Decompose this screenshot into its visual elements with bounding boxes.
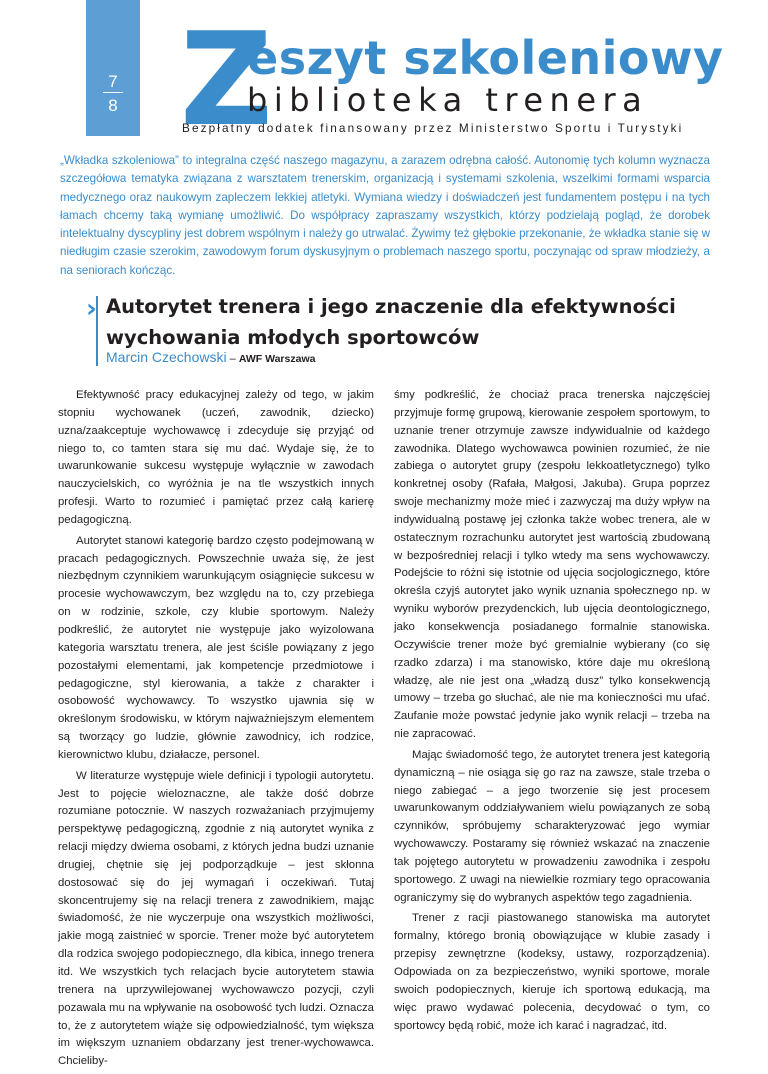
page-number-divider	[103, 92, 123, 93]
article-paragraph: W literaturze występuje wiele definicji i typologii autorytetu. Jest to pojęcie wieloznaczne, ale także dość dobrze rozumiane potocznie. W naszych rozważaniach przyjmujemy perspektywę pedagogiczną, zgodnie z nią autorytet wynika z relacji między dwiema osobami, z których jedna budzi uznanie drugiej, chętnie się jej podporządkuje – jest skłonna dostosować się do jej wymagań i oczekiwań. Tutaj skoncentrujemy się na relacji trenera z zawodnikiem, mając świadomość, że nie wyczerpuje ona wszystkich możliwości, jakie mogą zaistnieć w sporcie. Trener może być autorytetem dla rodzica swojego podopiecznego, dla kibica, innego trenera itd. We wszystkich tych relacjach bycie autorytetem stawia trenera na uprzywilejowanej wychowawczo pozycji, czyli pozawala mu na wpływanie na osobowość tych ludzi. Oznacza to, że z autorytetem wiąże się odpowiedzialność, tym większa im większym uznaniem obdarzany jest trener-wychowawca. Chcieliby-	[58, 769, 374, 1068]
intro-paragraph: „Wkładka szkoleniowa” to integralna część naszego magazynu, a zarazem odrębna całość. Autonomię tych kolumn wyznacza szczegółowa tematyka związana z warsztatem trenerskim, organizacją i systemami szkolenia, wszelkimi formami wsparcia medycznego oraz naukowym zapleczem lekkiej atletyki. Wymiana wiedzy i doświadczeń jest fundamentem postępu i na tych łamach chcemy taką wymianę umożliwić. Do współpracy zapraszamy wszystkich, którzy podzielają pogląd, że dorobek intelektualny dyscypliny jest dobrem wspólnym i należy go utrwalać. Żywimy też głębokie przekonanie, że wkładka stanie się w niedługim czasie szerokim, zawodowym forum dyskusyjnym o problemach naszego sportu, poczynając od spraw młodzieży, a na seniorach kończąc.	[60, 154, 710, 277]
article-author: Marcin Czechowski	[106, 349, 227, 365]
page-number-tab	[86, 0, 140, 136]
article-paragraph: Autorytet stanowi kategorię bardzo często podejmowaną w pracach pedagogicznych. Powszechnie uważa się, że jest niezbędnym czynnikiem warunkującym osiągnięcie sukcesu w procesie wychowawczym, bez względu na to, czy przebiega on w rodzinie, szkole, czy klubie sportowym. Należy podkreślić, że autorytet nie występuje jako wyizolowana kategoria warsztatu trenera, ale jest ściśle powiązany z jego pozostałymi elementami, jak kompetencje przedmiotowe i pedagogiczne, styl kierowania, a także z charakter i osobowość wychowawcy. To wszystko ujawnia się w określonym środowisku, w którym najważniejszym elementem są tworzący go ludzie, głównie zawodnicy, ich rodzice, kierownictwo klubu, działacze, personel.	[58, 534, 374, 761]
masthead-title: eszyt szkoleniowy	[247, 31, 724, 85]
article-affiliation: AWF Warszawa	[238, 353, 316, 365]
chevron-right-icon: ›	[86, 294, 97, 324]
article-column-right	[394, 387, 710, 1038]
masthead-initial: Z	[180, 6, 273, 155]
article-paragraph: Efektywność pracy edukacyjnej zależy od tego, w jakim stopniu wychowanek (uczeń, zawodnik, dziecko) uzna/zaakceptuje wychowawcę i zdecyduje się przyjąć od niego to, co tamten stara się mu dać. Wydaje się, że to uwarunkowanie sukcesu występuje wyłącznie w zawodach nauczycielskich, co wyróżnia je na tle wszystkich innych profesji. Warto to rozumieć i pamiętać przez całą karierę pedagogiczną.	[58, 389, 374, 526]
page-number-top: 7	[108, 72, 118, 91]
article-paragraph: śmy podkreślić, że chociaż praca trenerska najczęściej przyjmuje formę grupową, kierowanie zespołem sportowym, to uznanie trener otrzymuje zawsze indywidualnie od każdego zawodnika. Dlatego wychowawca powinien rozumieć, że nie zabiega o autorytet grupy (zespołu lekkoatletycznego) tylko konkretnej osoby (Rafała, Małgosi, Jakuba). Grupa poprzez swoje mechanizmy może mieć i zazwyczaj ma duży wpływ na indywidualną postawę jej członka także wobec trenera, ale w ostatecznym rozrachunku autorytet jest wartością zbudowaną w bezpośredniej relacji i tylko wtedy ma sens wychowawczy. Podejście to różni się istotnie od ujęcia socjologicznego, które określa czyjś autorytet jako wynik uznania społecznego np. w wyniku wyborów prezydenckich, lub ujęcia deontologicznego, jako konsekwencja posiadanego formalnie stanowiska. Oczywiście trener może być gremialnie wybierany (co się rzadko zdarza) i ma stanowisko, które daje mu określoną władzę, ale nie jest ona „władzą dusz” tylko konsekwencją umowy – trzeba go słuchać, ale nie ma konieczności mu ufać. Zaufanie może powstać jedynie jako wynik relacji – trzeba na nie zapracować.	[394, 389, 710, 741]
masthead-subtitle: biblioteka trenera	[247, 81, 649, 119]
byline	[106, 349, 315, 368]
masthead-tagline: Bezpłatny dodatek finansowany przez Ministerstwo Sportu i Turystyki	[182, 121, 684, 135]
article-paragraph: Trener z racji piastowanego stanowiska ma autorytet formalny, którego bronią obowiązujące w klubie zasady i przepisy zewnętrzne (kodeksy, ustawy, rozporządzenia). Odpowiada on za bezpieczeństwo, wyniki sportowe, morale swoich podopiecznych, kieruje ich sportową edukacją, ma więc prawo wydawać polecenia, decydować o tym, co sportowcy będą robić, może ich karać i nagradzać, itd.	[394, 912, 710, 1032]
article-title: Autorytet trenera i jego znaczenie dla efektywności wychowania młodych sportowców	[106, 295, 676, 349]
byline-dash: –	[226, 353, 239, 365]
page-number-bottom: 8	[108, 96, 118, 115]
article-paragraph: Mając świadomość tego, że autorytet trenera jest kategorią dynamiczną – nie osiąga się go raz na zawsze, stale trzeba o niego zabiegać – a jego tworzenie się jest procesem uwarunkowanym oddziaływaniem wielu powiązanych ze sobą czynników, spróbujemy scharakteryzować jego wymiar wychowawczy. Postaramy się również wskazać na znaczenie tak pojętego autorytetu w prowadzeniu zawodnika i zespołu sportowego. Z uwagi na niewielkie rozmiary tego opracowania ograniczymy się do wybranych aspektów tego zagadnienia.	[394, 748, 710, 904]
article-column-left	[58, 387, 374, 1074]
